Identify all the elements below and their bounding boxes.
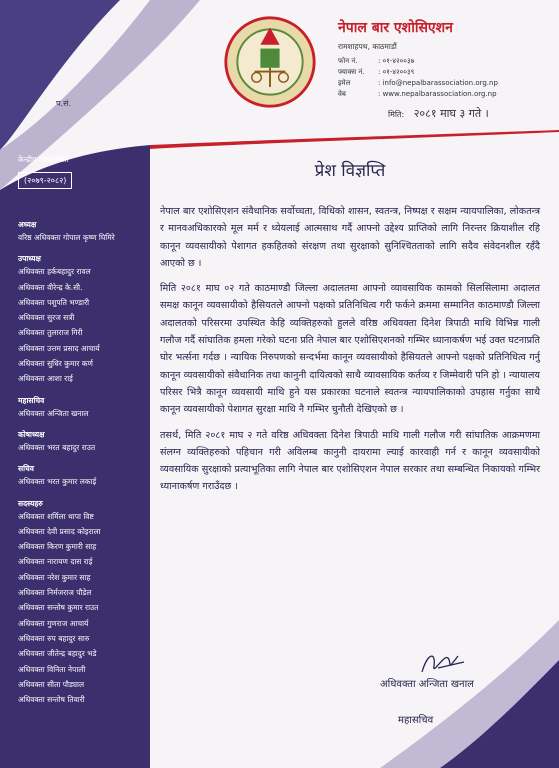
committee-member: अधिवक्ता किरण कुमारी साह: [18, 542, 97, 552]
committee-member: अधिवक्ता सीता पौड्याल: [18, 679, 85, 689]
committee-member: अधिवक्ता सुधिर कुमार कर्ण: [18, 359, 93, 369]
committee-sidebar: [18, 155, 148, 707]
contact-fax: फ्याक्स नं. : ०१-४२००३९: [338, 68, 415, 76]
signatory-position: महासचिव: [398, 715, 434, 726]
bar-association-logo: [222, 14, 318, 110]
date-value: २०८१ माघ ३ गते ।: [413, 107, 489, 120]
committee-member: अधिवक्ता सन्तोष कुमार राउत: [18, 603, 99, 613]
committee-group-title: कोषाध्यक्ष: [18, 429, 45, 439]
committee-member: अधिवक्ता नारायण दास राई: [18, 557, 93, 567]
committee-member: अधिवक्ता शर्मिला थापा विष्ट: [18, 511, 94, 521]
letterhead-contact: [338, 18, 553, 100]
org-address: रामशाहपथ, काठमाडौं: [338, 42, 397, 51]
paragraph-1: नेपाल बार एशोसिएशन संवैधानिक सर्वोच्चता, विधिको शासन, स्वतन्त्र, निष्पक्ष र सक्षम न्यायपालिका, लोकतन्त्र र मानवअधिकारको मूल मर्म र ध्येयलाई आत्मसाथ गर्दै आफ्नो उद्देश्य प्राप्तिको लागि निरन्तर क्रियाशील रहि कानून व्यवसायीको पेशागत हकहितको संरक्षण तथा सुरक्षाको सुनिश्चितताको लागि सदैव संवेदनशील रहँदै आएको छ ।: [160, 206, 540, 269]
committee-years: (२०७९-२०८२): [18, 172, 72, 189]
committee-member: अधिवक्ता हर्कबहादुर रावल: [18, 267, 91, 277]
committee-title: केन्द्रीय कार्यसमिति: [18, 155, 69, 164]
committee-group-title: उपाध्यक्ष: [18, 254, 41, 264]
committee-member: अधिवक्ता तुलाराज गिरी: [18, 328, 83, 338]
committee-member: अधिवक्ता देवी प्रसाद कोइराला: [18, 526, 101, 536]
committee-member: अधिवक्ता गुणराज आचार्य: [18, 618, 89, 628]
committee-member: वरिष्ठ अधिवक्ता गोपाल कृष्ण घिमिरे: [18, 233, 115, 242]
letter-date: [388, 106, 489, 121]
committee-member: अधिवक्ता पशुपति भण्डारी: [18, 297, 90, 307]
committee-group-title: सदस्यहरु: [18, 498, 43, 508]
committee-member: अधिवक्ता रुप बहादुर सारु: [18, 633, 90, 643]
committee-member: अधिवक्ता भरत बहादुर राउत: [18, 442, 96, 452]
page-title: प्रेश विज्ञप्ति: [314, 161, 386, 181]
committee-member: अधिवक्ता जीतेन्द्र बहादुर भडे: [18, 649, 97, 659]
committee-member: अधिवक्ता सुरज सत्री: [18, 313, 75, 323]
date-label: मिति:: [388, 110, 405, 119]
committee-member: अधिवक्ता अन्जिता खनाल: [18, 408, 89, 418]
committee-member: अधिवक्ता भरत कुमार लकाई: [18, 477, 97, 487]
press-release-body: [160, 140, 540, 504]
committee-group-title: सचिव: [18, 464, 34, 474]
committee-member: अधिवक्ता नरेश कुमार साह: [18, 572, 91, 582]
contact-phone: फोन नं. : ०१-४२००३७: [338, 57, 415, 65]
committee-member: अधिवक्ता निर्मजराज पौडेल: [18, 588, 92, 598]
committee-member: अधिवक्ता उत्तम प्रसाद आचार्य: [18, 343, 100, 353]
committee-member: अधिवक्ता विनिता नेपाली: [18, 664, 86, 674]
paragraph-2: मिति २०८१ माघ ०२ गते काठमाण्डौ जिल्ला अदालतमा आफ्नो व्यावसायिक कामको सिलसिलामा अदालत समक्ष कानून व्यवसायीको हैसियतले आफ्नो पक्षको प्रतिनिधित्व गरी फर्कने क्रममा सम्मानित काठमाण्डौ जिल्ला अदालतको परिसरमा उपस्थित केहि व्यक्तिहरुको हुलले वरिष्ठ अधिवक्ता दिनेश त्रिपाठी माथि विभिन्न गाली गलौज गर्दै सांघातिक हमला गरेको घटना प्रति नेपाल बार एशोसिएशनको गम्भिर ध्यानाकर्षण भई उक्त घटनाप्रति घोर भर्त्सना गर्दछ । न्यायिक निरुपणको सन्दर्भमा कानून व्यवसायीको हैसियतले आफ्नो पक्षको प्रतिनिधित्व गर्नु कानून व्यवसायीको संवैधानिक तथा कानुनी दायित्वको साथै व्यावसायिक कर्तव्य र जिम्मेवारी पनि हो । न्यायालय परिसर भित्रै कानून व्यवसायी माथि हुने यस प्रकारका घटनाले स्वतन्त्र न्यायपालिकाको उपहास गर्नुका साथै कानून व्यवसायीको पेशागत सुरक्षा माथि नै गम्भिर चुनौती देखिएको छ ।: [160, 283, 540, 416]
reference-number: प.सं.: [56, 99, 72, 108]
committee-group-title: अध्यक्ष: [18, 220, 37, 229]
contact-web: वेब : www.nepalbarassociation.org.np: [338, 90, 497, 98]
contact-email: इमेल : info@nepalbarassociation.org.np: [338, 79, 498, 87]
committee-member: अधिवक्ता वीरेन्द्र के.सी.: [18, 282, 83, 292]
paragraph-3: तसर्थ, मिति २०८१ माघ २ गते वरिष्ठ अधिवक्ता दिनेश त्रिपाठी माथि गाली गलौज गरी सांघातिक आक्रमणमा संलग्न व्यक्तिहरुको पहिचान गरी अविलम्ब कानुनी दायरामा ल्याई कारवाही गर्न र कानून व्यवसायीको व्यवसायिक सुरक्षाको प्रत्याभूतिका लागि नेपाल बार एशोसिएशन नेपाल सरकार तथा सम्बन्धित निकायको गम्भिर ध्यानाकर्षण गराउँदछ ।: [160, 429, 540, 493]
signatory-name: अधिवक्ता अन्जिता खनाल: [380, 679, 474, 690]
committee-member: अधिवक्ता आशा राई: [18, 374, 73, 384]
committee-member: अधिवक्ता सन्तोष तिवारी: [18, 695, 85, 705]
signature-icon: [418, 648, 468, 678]
org-name: नेपाल बार एशोसिएशन: [338, 20, 453, 36]
committee-group-title: महासचिव: [18, 395, 45, 405]
